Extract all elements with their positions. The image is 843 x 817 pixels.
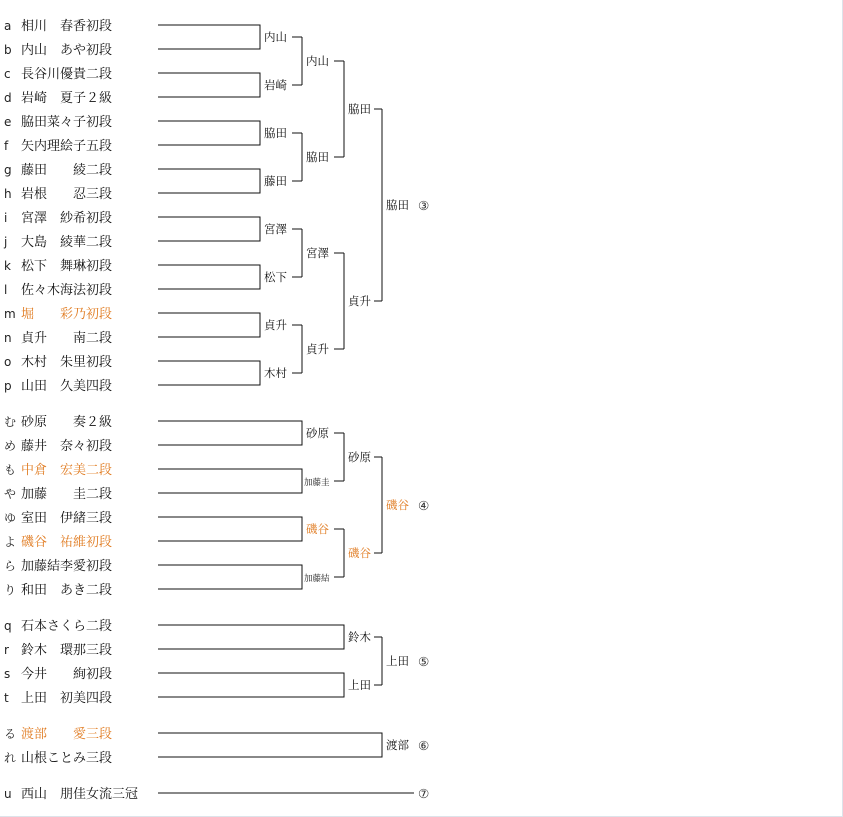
winner-label: 貞升 (306, 342, 329, 356)
player-letter: p (4, 379, 12, 393)
bracket-line (158, 361, 260, 385)
player-letter: s (4, 667, 11, 681)
player-name: 内山 あや初段 (21, 43, 113, 58)
bracket-line (158, 313, 260, 337)
player-name: 渡部 愛三段 (21, 727, 113, 742)
player-name: 砂原 奏２級 (21, 415, 113, 430)
player-letter: t (4, 691, 9, 705)
player-name: 中倉 宏美二段 (21, 463, 113, 478)
winner-label: 藤田 (264, 174, 287, 188)
player-name: 長谷川優貴二段 (21, 67, 113, 82)
winner-label: 内山 (306, 54, 329, 68)
player-name: 山根ことみ三段 (21, 751, 113, 766)
player-letter: d (4, 91, 12, 105)
bracket-line (158, 517, 302, 541)
winner-label: 木村 (264, 366, 287, 380)
rank-marker: ⑥ (418, 738, 430, 753)
player-name: 岩崎 夏子２級 (21, 91, 113, 106)
player-letter: j (4, 235, 8, 249)
player-letter: o (4, 355, 12, 369)
player-name: 大島 綾華二段 (21, 235, 113, 250)
winner-label: 内山 (264, 30, 287, 44)
player-letter: l (4, 283, 8, 297)
bracket-line (158, 673, 344, 697)
winner-label: 鈴木 (348, 630, 371, 644)
bracket-line (158, 265, 260, 289)
player-name: 宮澤 紗希初段 (21, 211, 113, 226)
winner-label: 砂原 (306, 426, 329, 440)
player-letter: g (4, 163, 12, 177)
player-name: 加藤 圭二段 (21, 487, 113, 502)
player-name: 佐々木海法初段 (21, 283, 113, 298)
winner-label: 磯谷 (348, 546, 371, 560)
player-name: 鈴木 環那三段 (21, 643, 113, 658)
bracket-line (158, 625, 344, 649)
player-name: 松下 舞琳初段 (21, 259, 113, 274)
final-winner-label: 脇田 (386, 198, 409, 212)
player-letter: m (4, 307, 16, 321)
winner-label: 加藤圭 (304, 478, 330, 488)
bracket-line (158, 469, 302, 493)
bracket-line (158, 25, 260, 49)
player-letter: む (4, 415, 17, 429)
player-name: 矢内理絵子五段 (21, 139, 113, 154)
player-name: 上田 初美四段 (21, 691, 113, 706)
rank-marker: ⑤ (418, 654, 430, 669)
player-name: 加藤結李愛初段 (21, 559, 113, 574)
winner-label: 脇田 (306, 150, 329, 164)
player-letter: ら (4, 559, 17, 573)
player-name: 室田 伊緒三段 (21, 511, 113, 526)
bracket-line (158, 73, 260, 97)
player-letter: れ (4, 751, 17, 765)
player-letter: る (4, 727, 17, 741)
bracket-line (158, 217, 260, 241)
player-letter: a (4, 19, 12, 33)
player-letter: u (4, 787, 12, 801)
bracket-line (158, 121, 260, 145)
winner-label: 貞升 (264, 318, 287, 332)
player-letter: よ (4, 535, 17, 549)
winner-label: 加藤結 (304, 574, 330, 584)
player-name: 石本さくら二段 (21, 619, 113, 634)
rank-marker: ④ (418, 498, 430, 513)
winner-label: 宮澤 (306, 246, 329, 260)
player-name: 脇田菜々子初段 (21, 115, 113, 130)
player-name: 磯谷 祐維初段 (21, 535, 113, 550)
player-name: 藤井 奈々初段 (21, 439, 113, 454)
winner-label: 磯谷 (306, 522, 329, 536)
player-letter: め (4, 439, 17, 453)
winner-label: 砂原 (348, 450, 371, 464)
player-name: 貞升 南二段 (21, 331, 113, 346)
final-winner-label: 磯谷 (386, 498, 409, 512)
rank-marker: ③ (418, 198, 430, 213)
rank-marker: ⑦ (418, 786, 430, 801)
player-letter: や (4, 487, 17, 501)
player-letter: q (4, 619, 12, 633)
player-name: 和田 あき二段 (21, 583, 113, 598)
player-letter: h (4, 187, 12, 201)
player-name: 木村 朱里初段 (21, 355, 113, 370)
player-name: 藤田 綾二段 (21, 163, 113, 178)
player-letter: も (4, 463, 17, 477)
bracket-line (158, 421, 302, 445)
player-name: 相川 春香初段 (21, 19, 113, 34)
winner-label: 岩崎 (264, 78, 287, 92)
bracket-line (158, 733, 382, 757)
player-letter: r (4, 643, 9, 657)
player-name: 岩根 忍三段 (21, 187, 113, 202)
winner-label: 宮澤 (264, 222, 287, 236)
final-winner-label: 渡部 (386, 738, 409, 752)
player-letter: b (4, 43, 12, 57)
winner-label: 脇田 (264, 126, 287, 140)
player-letter: e (4, 115, 12, 129)
player-letter: n (4, 331, 12, 345)
player-letter: f (4, 139, 9, 153)
player-name: 西山 朋佳女流三冠 (21, 787, 139, 802)
player-letter: ゆ (4, 511, 17, 525)
player-name: 堀 彩乃初段 (21, 307, 113, 322)
final-winner-label: 上田 (386, 654, 409, 668)
winner-label: 松下 (264, 270, 287, 284)
player-letter: り (4, 583, 17, 597)
player-letter: c (4, 67, 11, 81)
bracket-line (158, 169, 260, 193)
winner-label: 脇田 (348, 102, 371, 116)
bracket-line (158, 565, 302, 589)
player-name: 今井 絢初段 (21, 667, 113, 682)
winner-label: 上田 (348, 678, 371, 692)
player-letter: k (4, 259, 11, 273)
player-name: 山田 久美四段 (21, 379, 113, 394)
winner-label: 貞升 (348, 294, 371, 308)
player-letter: i (4, 211, 8, 225)
